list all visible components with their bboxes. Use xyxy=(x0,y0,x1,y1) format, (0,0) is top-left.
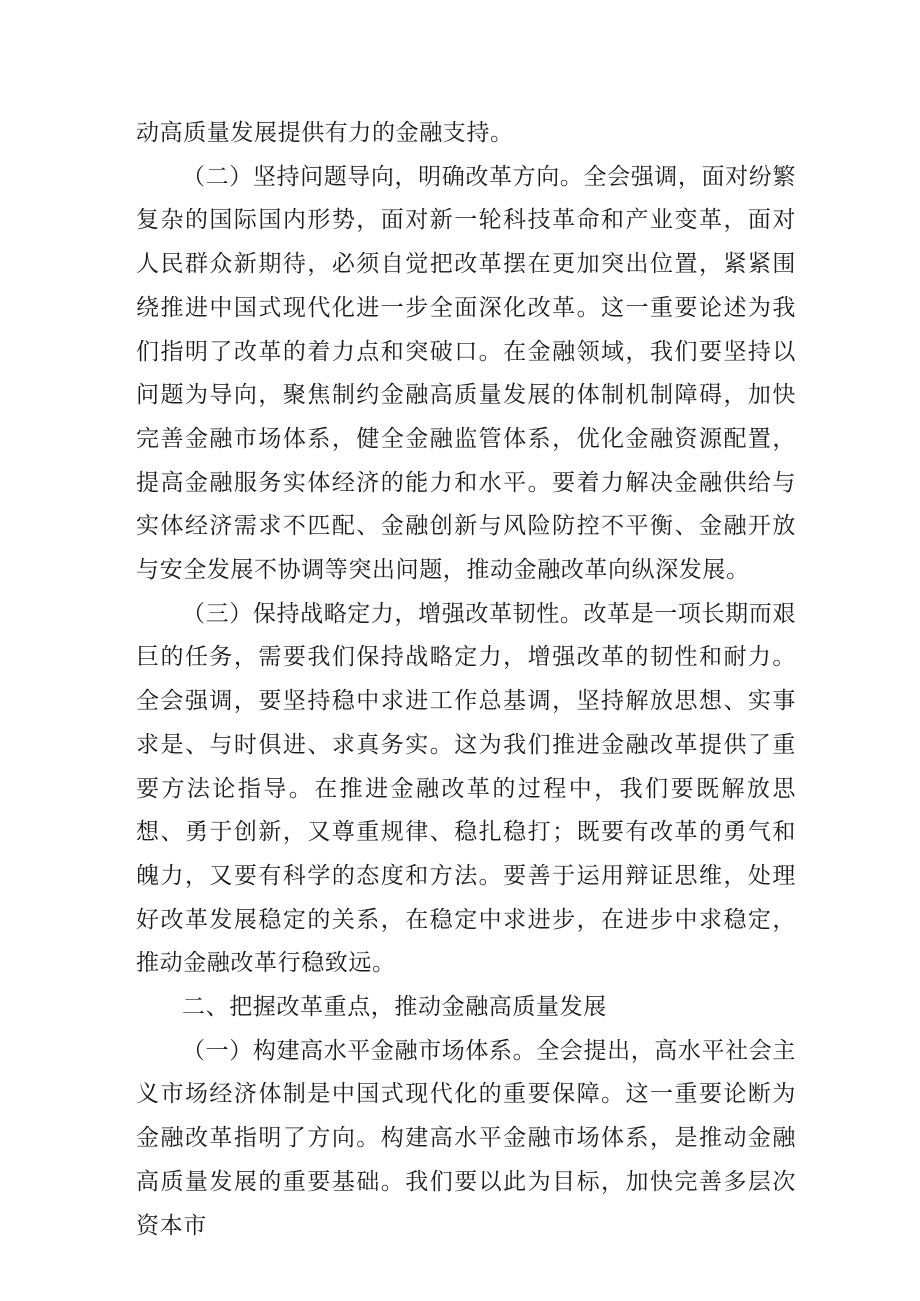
section-heading: 二、把握改革重点，推动金融高质量发展 xyxy=(182,994,607,1021)
paragraph-subsection-one: （一）构建高水平金融市场体系。全会提出，高水平社会主义市场经济体制是中国式现代化的重要保障。这一重要论断为金融改革指明了方向。构建高水平金融市场体系，是推动金融高质量发展的重要基础。我们要以此为目标，加快完善多层次资本市 xyxy=(136,1037,796,1239)
paragraph-section-two: （二）坚持问题导向，明确改革方向。全会强调，面对纷繁复杂的国际国内形势，面对新一轮科技革命和产业变革，面对人民群众新期待，必须自觉把改革摆在更加突出位置，紧紧围绕推进中国式现代化进一步全面深化改革。这一重要论述为我们指明了改革的着力点和突破口。在金融领域，我们要坚持以问题为导向，聚焦制约金融高质量发展的体制机制障碍，加快完善金融市场体系，健全金融监管体系，优化金融资源配置，提高金融服务实体经济的能力和水平。要着力解决金融供给与实体经济需求不匹配、金融创新与风险防控不平衡、金融开放与安全发展不协调等突出问题，推动金融改革向纵深发展。 xyxy=(136,163,796,584)
document-body xyxy=(136,112,796,1248)
paragraph-section-three: （三）保持战略定力，增强改革韧性。改革是一项长期而艰巨的任务，需要我们保持战略定力，增强改革的韧性和耐力。全会强调，要坚持稳中求进工作总基调，坚持解放思想、实事求是、与时俱进、求真务实。这为我们推进金融改革提供了重要方法论指导。在推进金融改革的过程中，我们要既解放思想、勇于创新，又尊重规律、稳扎稳打；既要有改革的勇气和魄力，又要有科学的态度和方法。要善于运用辩证思维，处理好改革发展稳定的关系，在稳定中求进步，在进步中求稳定，推动金融改革行稳致远。 xyxy=(136,600,796,977)
paragraph-continuation: 动高质量发展提供有力的金融支持。 xyxy=(136,120,514,146)
